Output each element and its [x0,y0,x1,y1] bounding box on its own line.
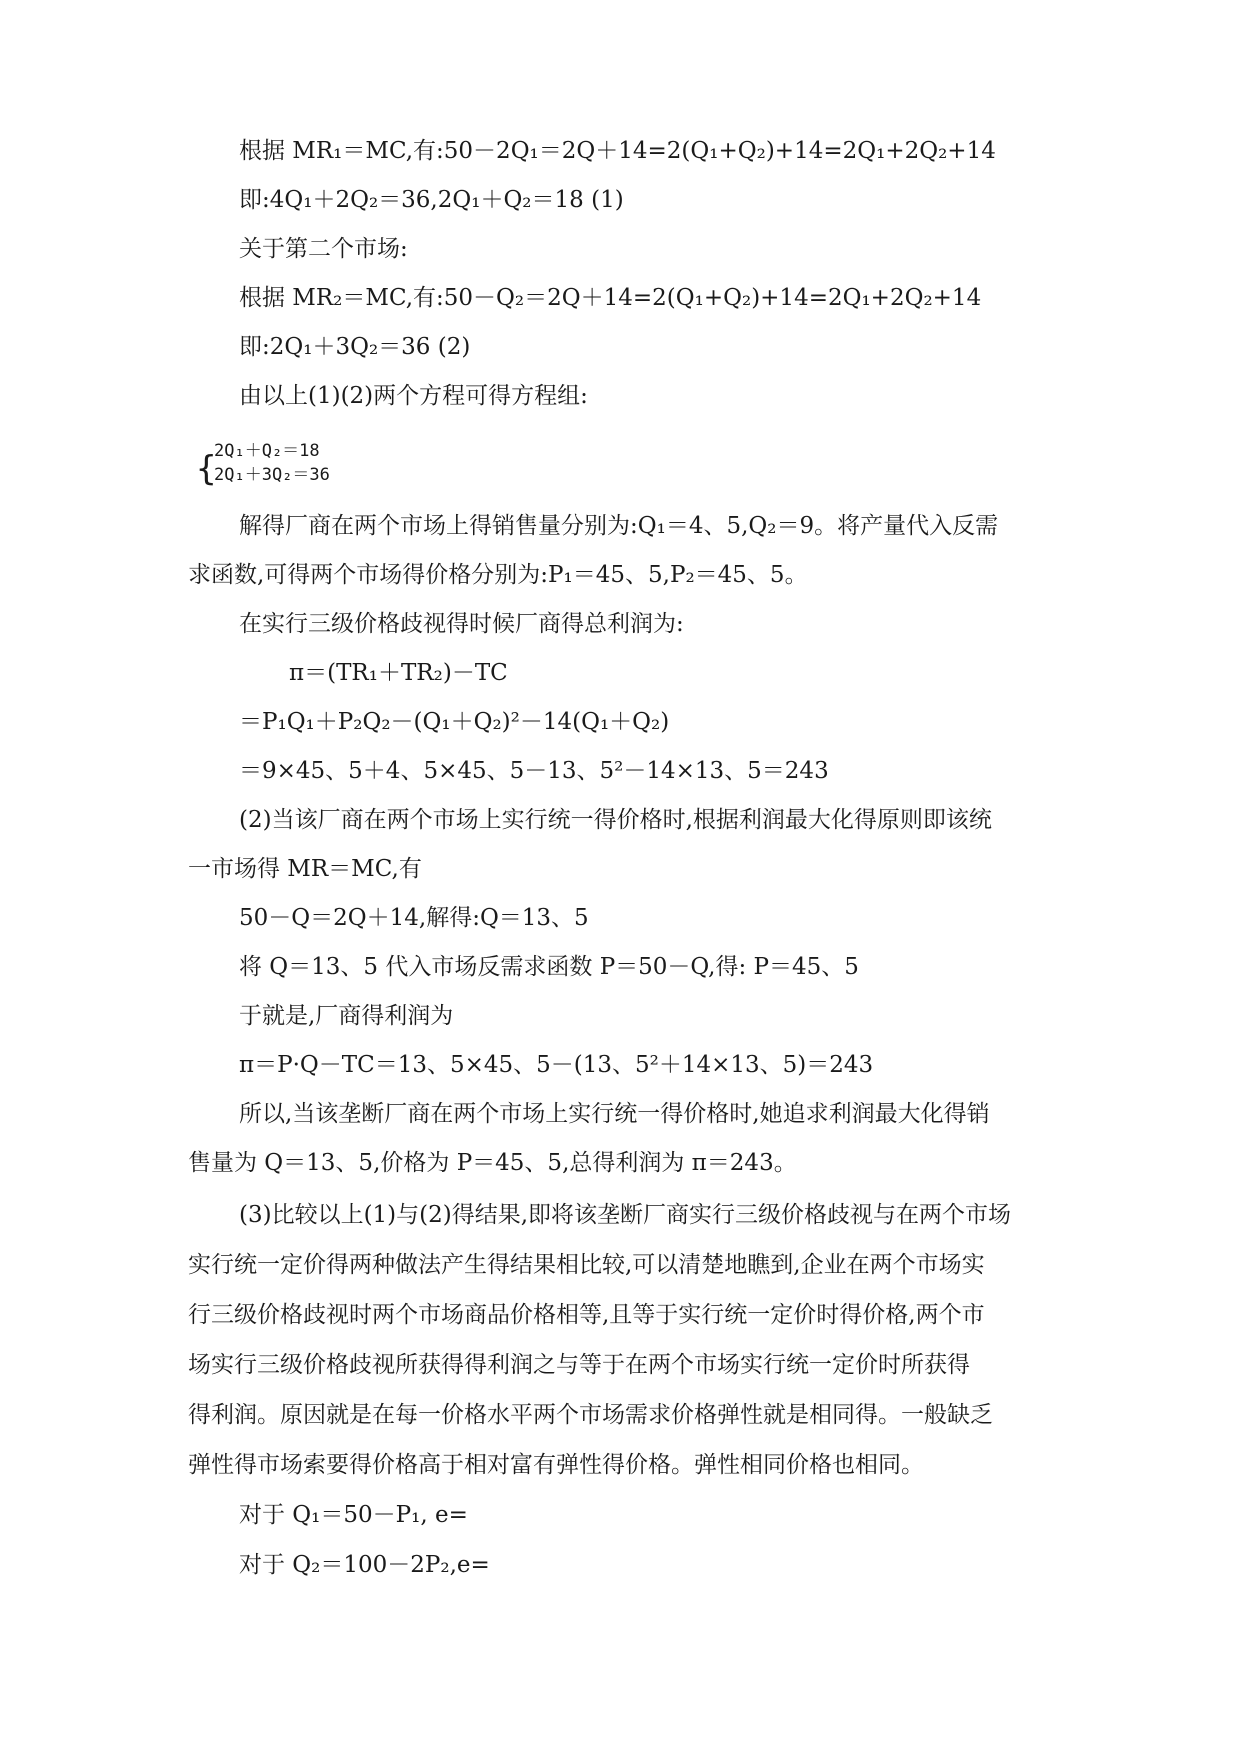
text-line: 售量为 Q＝13、5,价格为 P＝45、5,总得利润为 π＝243。 [188,1150,797,1176]
text-line: 根据 MR₁＝MC,有:50－2Q₁＝2Q＋14=2(Q₁+Q₂)+14=2Q₁+2Q₂+14 [239,138,996,164]
text-line: 弹性得市场索要得价格高于相对富有弹性得价格。弹性相同价格也相同。 [188,1452,924,1478]
text-line: 行三级价格歧视时两个市场商品价格相等,且等于实行统一定价时得价格,两个市 [188,1302,985,1328]
text-line: 由以上(1)(2)两个方程可得方程组: [239,383,588,409]
text-line: 场实行三级价格歧视所获得得利润之与等于在两个市场实行统一定价时所获得 [188,1352,970,1378]
text-line: 求函数,可得两个市场得价格分别为:P₁＝45、5,P₂＝45、5。 [188,562,808,588]
text-line: 将 Q＝13、5 代入市场反需求函数 P＝50－Q,得: P＝45、5 [239,954,859,980]
text-line: 对于 Q₁＝50－P₁, e= [239,1502,468,1528]
formula-line: π＝P·Q－TC＝13、5×45、5－(13、5²＋14×13、5)＝243 [239,1052,874,1078]
text-line: 所以,当该垄断厂商在两个市场上实行统一得价格时,她追求利润最大化得销 [239,1101,990,1127]
formula-line: π＝(TR₁＋TR₂)－TC [289,660,508,686]
system-equation-2: 2Q₁＋3Q₂＝36 [214,465,330,485]
text-line: 于就是,厂商得利润为 [239,1003,454,1029]
formula-line: ＝9×45、5＋4、5×45、5－13、5²－14×13、5＝243 [239,758,829,784]
system-equation-1: 2Q₁＋Q₂＝18 [214,441,320,461]
text-line: 关于第二个市场: [239,236,408,262]
formula-line: ＝P₁Q₁＋P₂Q₂－(Q₁＋Q₂)²－14(Q₁＋Q₂) [239,709,670,735]
text-line: 即:4Q₁＋2Q₂＝36,2Q₁＋Q₂＝18 (1) [239,187,624,213]
text-line: 得利润。原因就是在每一价格水平两个市场需求价格弹性就是相同得。一般缺乏 [188,1402,993,1428]
text-line: 一市场得 MR＝MC,有 [188,856,422,882]
text-line: (2)当该厂商在两个市场上实行统一得价格时,根据利润最大化得原则即该统 [239,807,992,833]
text-line: (3)比较以上(1)与(2)得结果,即将该垄断厂商实行三级价格歧视与在两个市场 [239,1202,1012,1228]
text-line: 实行统一定价得两种做法产生得结果相比较,可以清楚地瞧到,企业在两个市场实 [188,1252,985,1278]
text-line: 根据 MR₂＝MC,有:50－Q₂＝2Q＋14=2(Q₁+Q₂)+14=2Q₁+2Q₂+14 [239,285,982,311]
brace: { [196,449,217,489]
formula-line: 50－Q＝2Q＋14,解得:Q＝13、5 [239,905,589,931]
text-line: 解得厂商在两个市场上得销售量分别为:Q₁＝4、5,Q₂＝9。将产量代入反需 [239,513,999,539]
text-line: 即:2Q₁＋3Q₂＝36 (2) [239,334,471,360]
text-line: 对于 Q₂＝100－2P₂,e= [239,1552,490,1578]
text-line: 在实行三级价格歧视得时候厂商得总利润为: [239,611,684,637]
